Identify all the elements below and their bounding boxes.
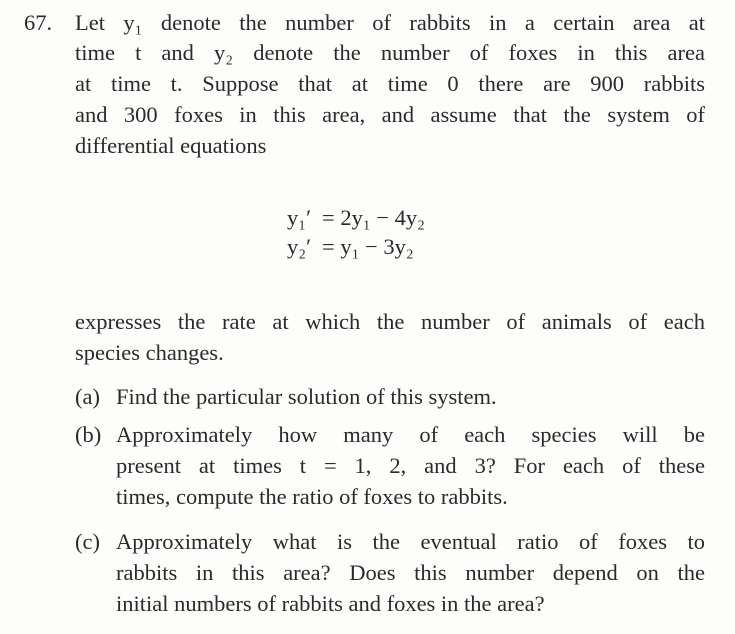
after-line-1: expresses the rate at which the number of animals of each	[75, 309, 705, 334]
part-c-line-3: initial numbers of rabbits and foxes in the area?	[116, 591, 545, 616]
intro-line-2: time t and y₂ denote the number of foxes in this area	[75, 40, 705, 65]
part-a-line-1: Find the particular solution of this system.	[116, 384, 497, 409]
part-b-line-2: present at times t = 1, 2, and 3? For each of these	[116, 453, 705, 478]
equation-1-rhs: = 2y₁ − 4y₂	[322, 205, 425, 230]
part-c-line-2: rabbits in this area? Does this number depend on the	[116, 560, 705, 585]
part-a-label: (a)	[75, 384, 100, 409]
equation-2-rhs: = y₁ − 3y₂	[322, 234, 414, 259]
part-b-label: (b)	[75, 422, 102, 447]
after-line-2: species changes.	[75, 340, 224, 365]
intro-line-1: Let y₁ denote the number of rabbits in a certain area at	[75, 10, 705, 35]
part-b-line-3: times, compute the ratio of foxes to rabbits.	[116, 484, 508, 509]
part-b-line-1: Approximately how many of each species will be	[116, 422, 705, 447]
part-c-line-1: Approximately what is the eventual ratio of foxes to	[116, 529, 705, 554]
equation-2-lhs: y₂′	[287, 234, 312, 259]
problem-number: 67.	[24, 10, 53, 35]
part-c-label: (c)	[75, 529, 100, 554]
intro-line-4: and 300 foxes in this area, and assume that the system of	[75, 102, 705, 127]
equation-1-lhs: y₁′	[287, 205, 312, 230]
intro-line-3: at time t. Suppose that at time 0 there are 900 rabbits	[75, 71, 705, 96]
intro-line-5: differential equations	[75, 133, 267, 158]
